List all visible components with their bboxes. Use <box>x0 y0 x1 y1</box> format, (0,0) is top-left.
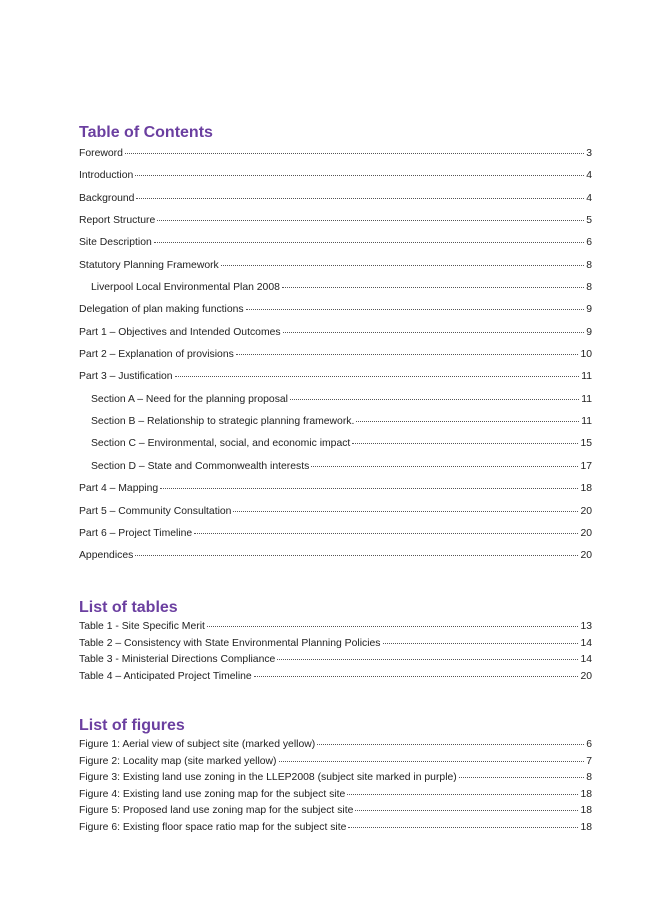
entry-label: Figure 2: Locality map (site marked yellow) <box>79 755 277 767</box>
toc-entry-link[interactable] <box>79 770 592 787</box>
entry-page-number: 14 <box>580 654 592 666</box>
dot-leader <box>175 376 580 377</box>
entry-page-number: 20 <box>580 550 592 562</box>
entry-label: Delegation of plan making functions <box>79 304 244 316</box>
dot-leader <box>277 659 578 660</box>
dot-leader <box>157 220 584 221</box>
dot-leader <box>194 533 578 534</box>
entry-page-number: 18 <box>580 805 592 817</box>
entry-label: Figure 3: Existing land use zoning in the LLEP2008 (subject site marked in purple) <box>79 772 457 784</box>
entry-label: Table 4 – Anticipated Project Timeline <box>79 670 252 682</box>
entry-label: Report Structure <box>79 215 156 227</box>
toc-entry-link[interactable] <box>79 255 592 277</box>
entry-page-number: 18 <box>580 483 592 495</box>
dot-leader <box>290 399 579 400</box>
toc-entry-link[interactable] <box>79 299 592 321</box>
entry-page-number: 18 <box>580 821 592 833</box>
toc-entry-link[interactable] <box>79 652 592 669</box>
toc-entry-link[interactable] <box>79 188 592 210</box>
table-of-contents <box>79 123 592 568</box>
dot-leader <box>311 466 578 467</box>
toc-entry-link[interactable] <box>79 143 592 165</box>
toc-entry-link[interactable] <box>79 411 592 433</box>
toc-entry-link[interactable] <box>79 232 592 254</box>
figures-list <box>79 737 592 837</box>
entry-page-number: 14 <box>580 637 592 649</box>
figures-title: List of figures <box>79 717 185 734</box>
entry-page-number: 6 <box>586 739 592 750</box>
entry-page-number: 5 <box>586 215 592 227</box>
entry-label: Statutory Planning Framework <box>79 259 219 271</box>
dot-leader <box>348 827 578 828</box>
dot-leader <box>347 794 578 795</box>
toc-entry-link[interactable] <box>79 636 592 653</box>
dot-leader <box>356 421 579 422</box>
entry-label: Part 4 – Mapping <box>79 483 159 495</box>
entry-label: Table 2 – Consistency with State Environmental Planning Policies <box>79 637 381 649</box>
dot-leader <box>135 175 584 176</box>
entry-page-number: 8 <box>586 282 592 294</box>
list-of-tables <box>79 598 592 685</box>
entry-label: Section B – Relationship to strategic planning framework. <box>91 416 355 428</box>
dot-leader <box>160 488 578 489</box>
toc-entry-link[interactable] <box>79 389 592 411</box>
entry-page-number: 13 <box>580 621 592 632</box>
entry-page-number: 11 <box>581 416 592 428</box>
entry-label: Figure 1: Aerial view of subject site (marked yellow) <box>79 739 316 750</box>
entry-page-number: 7 <box>586 755 592 767</box>
toc-entry-link[interactable] <box>79 366 592 388</box>
entry-page-number: 3 <box>586 148 592 159</box>
dot-leader <box>279 761 585 762</box>
entry-label: Figure 6: Existing floor space ratio map for the subject site <box>79 821 347 833</box>
toc-entry-link[interactable] <box>79 478 592 500</box>
dot-leader <box>125 153 584 154</box>
entry-label: Introduction <box>79 170 134 182</box>
dot-leader <box>135 555 578 556</box>
entry-label: Part 1 – Objectives and Intended Outcomes <box>79 326 281 338</box>
entry-label: Table 3 - Ministerial Directions Compliance <box>79 654 276 666</box>
dot-leader <box>207 626 579 627</box>
entry-page-number: 20 <box>580 505 592 517</box>
dot-leader <box>136 198 584 199</box>
entry-page-number: 8 <box>586 772 592 784</box>
entry-label: Figure 4: Existing land use zoning map for the subject site <box>79 788 346 800</box>
toc-entry-link[interactable] <box>79 787 592 804</box>
entry-label: Part 5 – Community Consultation <box>79 505 232 517</box>
entry-page-number: 4 <box>586 170 592 182</box>
dot-leader <box>383 643 579 644</box>
toc-entry-link[interactable] <box>79 754 592 771</box>
toc-entry-link[interactable] <box>79 501 592 523</box>
entry-label: Section C – Environmental, social, and economic impact <box>91 438 351 450</box>
toc-entry-link[interactable] <box>79 344 592 366</box>
dot-leader <box>459 777 584 778</box>
dot-leader <box>254 676 579 677</box>
entry-label: Figure 5: Proposed land use zoning map for the subject site <box>79 805 354 817</box>
toc-entry-link[interactable] <box>79 322 592 344</box>
entry-label: Section A – Need for the planning proposal <box>91 393 288 405</box>
dot-leader <box>282 287 584 288</box>
toc-title: Table of Contents <box>79 124 213 141</box>
entry-page-number: 6 <box>586 237 592 249</box>
list-of-figures <box>79 716 592 837</box>
entry-label: Part 2 – Explanation of provisions <box>79 349 234 361</box>
dot-leader <box>352 443 578 444</box>
tables-list <box>79 619 592 685</box>
dot-leader <box>236 354 579 355</box>
entry-label: Part 3 – Justification <box>79 371 173 383</box>
entry-page-number: 18 <box>580 788 592 800</box>
tables-title: List of tables <box>79 599 178 616</box>
toc-entry-link[interactable] <box>79 737 592 754</box>
toc-entry-link[interactable] <box>79 820 592 837</box>
toc-entry-link[interactable] <box>79 210 592 232</box>
entry-label: Background <box>79 192 135 204</box>
dot-leader <box>246 309 585 310</box>
entry-label: Appendices <box>79 550 134 562</box>
dot-leader <box>221 265 584 266</box>
entry-label: Part 6 – Project Timeline <box>79 527 193 539</box>
toc-entry-link[interactable] <box>79 523 592 545</box>
toc-entry-link[interactable] <box>79 669 592 686</box>
entry-page-number: 9 <box>586 326 592 338</box>
dot-leader <box>355 810 578 811</box>
entry-page-number: 8 <box>586 259 592 271</box>
toc-entry-link[interactable] <box>79 456 592 478</box>
entry-page-number: 4 <box>586 192 592 204</box>
entry-label: Foreword <box>79 148 123 159</box>
toc-entry-link[interactable] <box>79 433 592 455</box>
dot-leader <box>283 332 585 333</box>
toc-entry-link[interactable] <box>79 545 592 567</box>
toc-entry-link[interactable] <box>79 619 592 636</box>
toc-entry-link[interactable] <box>79 165 592 187</box>
entry-label: Section D – State and Commonwealth interests <box>91 460 310 472</box>
entry-page-number: 17 <box>580 460 592 472</box>
entry-page-number: 10 <box>580 349 592 361</box>
entry-page-number: 15 <box>580 438 592 450</box>
entry-page-number: 9 <box>586 304 592 316</box>
entry-page-number: 11 <box>581 371 592 383</box>
toc-entry-link[interactable] <box>79 277 592 299</box>
dot-leader <box>154 242 584 243</box>
dot-leader <box>317 744 584 745</box>
toc-list <box>79 143 592 568</box>
entry-page-number: 11 <box>581 393 592 405</box>
entry-label: Liverpool Local Environmental Plan 2008 <box>91 282 280 294</box>
entry-label: Table 1 - Site Specific Merit <box>79 621 205 632</box>
dot-leader <box>233 511 578 512</box>
entry-label: Site Description <box>79 237 152 249</box>
entry-page-number: 20 <box>580 670 592 682</box>
toc-entry-link[interactable] <box>79 803 592 820</box>
entry-page-number: 20 <box>580 527 592 539</box>
